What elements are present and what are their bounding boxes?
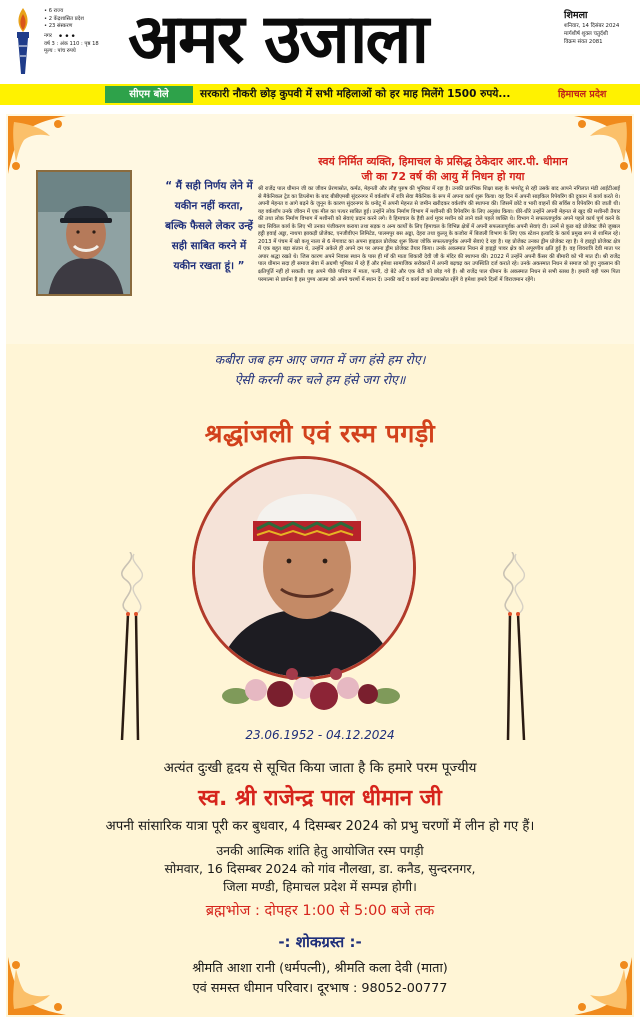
mourners-line: श्रीमति आशा रानी (धर्मपत्नी), श्रीमति कला देवी (माता) bbox=[192, 961, 448, 976]
news-ticker bbox=[0, 84, 640, 105]
hindu-date: मार्गशीर्ष शुक्ल चतुर्दशी bbox=[564, 31, 608, 37]
ceremony-line: सोमवार, 16 दिसम्बर 2024 को गांव नौलखा, डा. कनैड, सुन्दरनगर, bbox=[164, 861, 476, 876]
announcement-line: अत्यंत दुःखी हृदय से सूचित किया जाता है कि हमारे परम पूज्यीय bbox=[163, 760, 477, 776]
date-block bbox=[564, 10, 640, 46]
man-in-cap-photo bbox=[38, 172, 132, 296]
man-in-himachali-cap-photo bbox=[195, 459, 416, 680]
edition-line: • 23 संस्करण bbox=[44, 23, 73, 30]
edition-line: मूल्य : पांच रुपये bbox=[44, 48, 76, 55]
quote-line: यकीन रखता हूं। ” bbox=[173, 260, 245, 272]
couplet-line: ऐसी करनी कर चले हम हंसे जग रोए॥ bbox=[234, 372, 406, 387]
torch-logo-icon bbox=[8, 6, 38, 78]
edition-line: • 6 राज्य bbox=[44, 8, 64, 14]
quote-line: यकीन नहीं करता, bbox=[174, 200, 244, 212]
deceased-name: स्व. श्री राजेन्द्र पाल धीमान जी bbox=[198, 786, 442, 811]
portrait-photo-main bbox=[192, 456, 416, 680]
incense-sticks-icon bbox=[484, 552, 544, 742]
ticker-headline[interactable]: सरकारी नौकरी छोड़ कुपवी में सभी महिलाओं को हर माह मिलेंगे 1500 रुपये... bbox=[200, 88, 511, 100]
announcement-line: अपनी सांसारिक यात्रा पूरी कर बुधवार, 4 दिसम्बर 2024 को प्रभु चरणों में लीन हो गए हैं। bbox=[105, 819, 535, 834]
ticker-region[interactable]: हिमाचल प्रदेश bbox=[558, 89, 607, 100]
edition-line: नगर bbox=[44, 32, 52, 39]
ceremony-line: उनकी आत्मिक शांति हेतु आयोजित रस्म पगड़ी bbox=[216, 843, 424, 858]
quote-line: “ मैं सही निर्णय लेने में bbox=[165, 180, 253, 192]
edition-info bbox=[44, 8, 124, 56]
headline-line: स्वयं निर्मित व्यक्ति, हिमाचल के प्रसिद्ध ठेकेदार आर.पी. धीमान bbox=[318, 155, 568, 168]
quote-line: सही साबित करने में bbox=[171, 240, 247, 252]
issue-date: शनिवार, 14 दिसंबर 2024 bbox=[564, 23, 620, 29]
newspaper-logo[interactable]: अमर उजाला bbox=[128, 0, 428, 79]
obituary-headline bbox=[264, 154, 622, 184]
obituary-advertisement bbox=[6, 114, 634, 1017]
masthead bbox=[0, 0, 640, 84]
ceremony-line: जिला मण्डी, हिमाचल प्रदेश में सम्पन्न होगी। bbox=[223, 879, 417, 894]
portrait-photo-small bbox=[36, 170, 132, 296]
biography-text: श्री राजेंद्र पाल धीमान जी का जीवन प्रेरणास्रोत, कर्मठ, मेहनती और लौह पुरुष की भूमिका में रहा है। उनकी प्रारंभिक शिक्षा बल्ह के भंगरोटू से रही उसके बाद आपने नगिलात मंडी आईटीआई से मैकेनिकल ट्रेड का डिप्लोमा के बाद बीबीएमबी सुंदरनगर में वर्कशॉप में रात्रि सेवा मैकेनिक के रूप में अपना कार्य शुरू किया। वह दिन में अपनी साइकिल रिपेयरिंग की दुकान में कार्य करते थे। अपनी मेहनत व आगे बढ़ने के जुनून के कारण सुंदरनगर के धनोटू में अपनी मेहनत से जमीन खरीदकर वर्कशॉप की स्थापना की। जिसमें छोटे व भारी वाहनों की सर्विस व रिपेयरिंग की जाती थी। यह वर्कशॉप उनके जीवन में एक मील का पत्थर साबित हुई। उन्होंने लोक निर्माण विभाग में मशीनरी की रिपेयरिंग के लिए अनुबंध किया। धीरे-धीरे उन्होंने अपनी मेहनत से खुद की मशीनरी तैयार की तथा लोक निर्माण विभाग में मशीनरी को सेवाएं प्रदान करने लगे। वे हिमाचल के हैवी अर्थ मूवर मशीन को लाने वाले पहले व्यक्ति थे। विभाग ने सफलतापूर्वक अपने पहले कार्य पूर्ण करने के बाद सिविल कार्य के लिए भी उनका पंजीकरण कराया तथा सड़क व अन्य कार्यों के लिए हिमाचल के विभिन्न क्षेत्रों में अपनी सफलतापूर्वक अपनी सेवाएं दी। उनमें से कुछ बड़े प्रोजेक्ट जैसे जुब्बल हट्टी हवाई अड्डा, नाथपा झाकड़ी प्रोजेक्ट, एनजीवीएन लिमिटेड, पालमपुर बस अड्डा, देहरा तथा कुल्लू के कजोरा में बिजली विभाग के लिए एक स्टेशन इत्यादि के कार्य प्रमुख रूप से शामिल रहे। 2013 में पंचम में खो कथू नाला से 6 मेगावाट का अपना हाइडल प्रोजेक्ट शुरू किया जोकि सफलतापूर्वक अपनी सेवाएं दे रहा है। यह प्रोजेक्ट उनका ड्रीम प्रोजेक्ट रहा है। ये हाइड्रो प्रोजेक्ट क्षेत्र में एक बहुत बड़ा संतान थे, उन्होंने अकेले ही अपने दम पर अपना ड्रीम प्रोजेक्ट तैयार किया। उनके अकस्मात निधन से हाइड्रो पावर क्षेत्र को अपूरणीय क्षति हुई है। वह शिवरात्रि देवी माता पर अपार श्रद्धा रखते थे। जिस कारण अपने निवास स्थान के पास ही माँ की माता शिकारी देवी जी के मंदिर की स्थापना की। 2022 में उन्होंने अपनी कैंसर की बीमारी को भी मात दी। श्री राजेंद्र पाल धीमान सदा ही समाज सेवा में अग्रणी भूमिका में रहे हैं और हमेशा सामाजिक सरोकारों में अपनी बढ़चढ़ कर उपस्थिति दर्ज कराते रहे। उनके अकस्मात निधन से समाज को हुए नुकसान की क्षतिपूर्ति नहीं हो सकती। वह अपने पीछे परिवार में माता, पत्नी, दो बेटे और एक बेटी को छोड़ गये हैं। श्री राजेंद्र पाल धीमान के अकस्मात निधन से सभी स्तब्ध है। हमारी यही परम पिता परमात्मा से प्रार्थना है इस पुण्य आत्मा को अपने चरणों में स्थान दें। उनकी यादें व कार्य सदा प्रेरणास्रोत रहेंगे वे हमेशा हमारे दिलों में विराजमान रहेंगे। bbox=[258, 186, 620, 283]
couplet-line: कबीरा जब हम आए जगत में जग हंसे हम रोए। bbox=[214, 352, 426, 367]
quote-line: बल्कि फैसले लेकर उन्हें bbox=[165, 220, 253, 232]
mourners-line: एवं समस्त धीमान परिवार। दूरभाष : 98052-00777 bbox=[192, 981, 448, 996]
mourners-heading: -: शोकग्रस्त :- bbox=[278, 933, 362, 951]
ticker-tag[interactable]: सीएम बोले bbox=[105, 86, 193, 103]
edition-line: • 2 केंद्रशासित प्रदेश bbox=[44, 15, 84, 22]
feast-timing: ब्रह्मभोज : दोपहर 1:00 से 5:00 बजे तक bbox=[205, 903, 435, 919]
samvat-year: विक्रम संवत 2081 bbox=[564, 39, 603, 45]
kabir-couplet bbox=[6, 350, 634, 390]
flower-garland-icon bbox=[216, 660, 406, 718]
dots-decoration: ••• bbox=[57, 31, 77, 42]
pull-quote bbox=[144, 176, 274, 276]
tribute-title: श्रद्धांजली एवं रस्म पगड़ी bbox=[204, 419, 436, 448]
city-name: शिमला bbox=[564, 10, 588, 21]
headline-line: जी का 72 वर्ष की आयु में निधन हो गया bbox=[361, 170, 525, 183]
edition-line: वर्ष 3 : अंक 110 : पृष्ठ 18 bbox=[44, 40, 99, 47]
life-dates: 23.06.1952 - 04.12.2024 bbox=[245, 728, 395, 742]
incense-sticks-icon bbox=[102, 552, 162, 742]
